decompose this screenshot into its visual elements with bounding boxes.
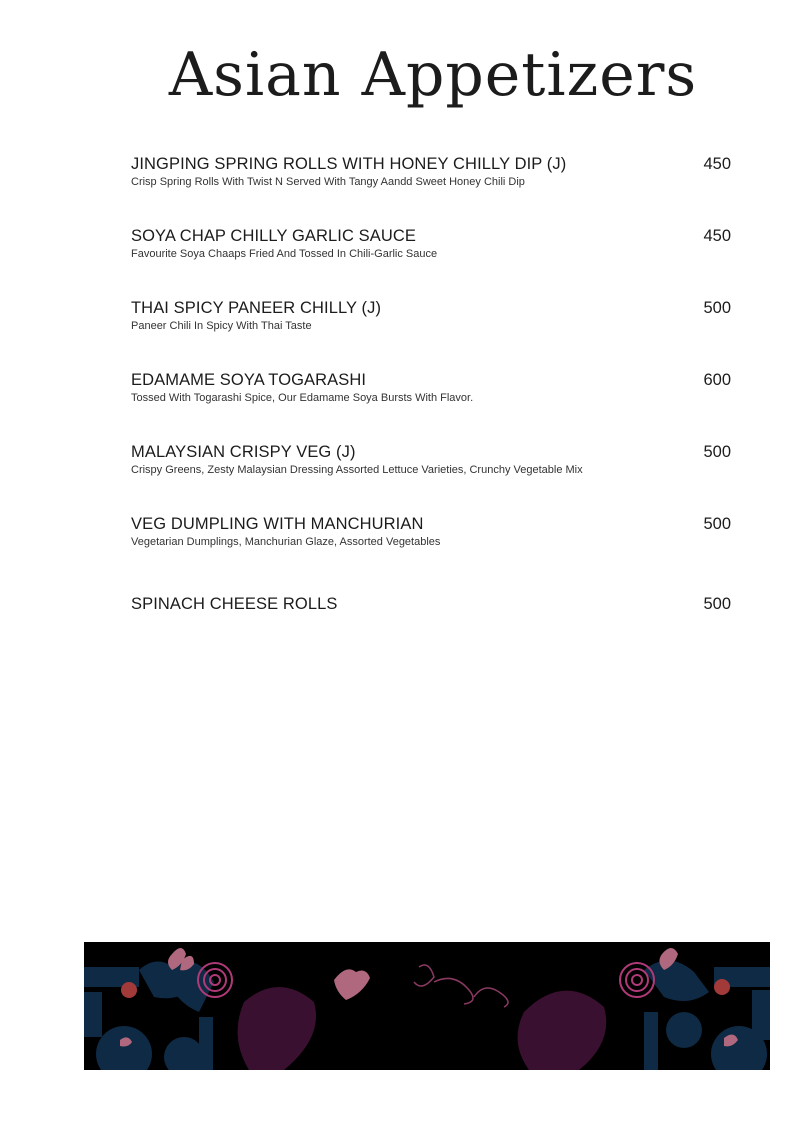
menu-item [131, 154, 731, 226]
menu-item [131, 370, 731, 442]
fruit-dots-right [714, 979, 730, 995]
menu-item-description: Favourite Soya Chaaps Fried And Tossed In Chili-Garlic Sauce [131, 248, 438, 260]
menu-item-description: Vegetarian Dumplings, Manchurian Glaze, Assorted Vegetables [131, 536, 441, 548]
menu-item-name: THAI SPICY PANEER CHILLY (J) [131, 299, 382, 317]
menu-item-name: MALAYSIAN CRISPY VEG (J) [131, 443, 356, 461]
menu-item-price: 450 [703, 227, 731, 245]
menu-item-name: SPINACH CHEESE ROLLS [131, 595, 338, 613]
menu-item [131, 594, 731, 666]
menu-item [131, 514, 731, 586]
fruit-dots-left [121, 982, 137, 998]
menu-list [131, 154, 731, 666]
menu-item-price: 500 [703, 595, 731, 613]
menu-item [131, 226, 731, 298]
menu-item-description: Tossed With Togarashi Spice, Our Edamame Soya Bursts With Flavor. [131, 392, 474, 404]
menu-item-name: EDAMAME SOYA TOGARASHI [131, 371, 367, 389]
menu-item-name: VEG DUMPLING WITH MANCHURIAN [131, 515, 424, 533]
menu-item-price: 600 [703, 371, 731, 389]
menu-item [131, 298, 731, 370]
menu-item-name: SOYA CHAP CHILLY GARLIC SAUCE [131, 227, 417, 245]
menu-item-name: JINGPING SPRING ROLLS WITH HONEY CHILLY DIP (J) [131, 155, 567, 173]
menu-item-price: 500 [703, 443, 731, 461]
menu-item-price: 500 [703, 515, 731, 533]
menu-item-description: Crisp Spring Rolls With Twist N Served With Tangy Aandd Sweet Honey Chili Dip [131, 176, 525, 188]
menu-item-price: 450 [703, 155, 731, 173]
menu-item [131, 442, 731, 514]
menu-item-price: 500 [703, 299, 731, 317]
menu-item-description: Paneer Chili In Spicy With Thai Taste [131, 320, 312, 332]
floral-pattern-illustration [84, 942, 770, 1070]
menu-item-description: Crispy Greens, Zesty Malaysian Dressing Assorted Lettuce Varieties, Crunchy Vegetable Mix [131, 464, 583, 476]
page-title: Asian Appetizers [168, 40, 698, 110]
decorative-banner [84, 942, 770, 1070]
